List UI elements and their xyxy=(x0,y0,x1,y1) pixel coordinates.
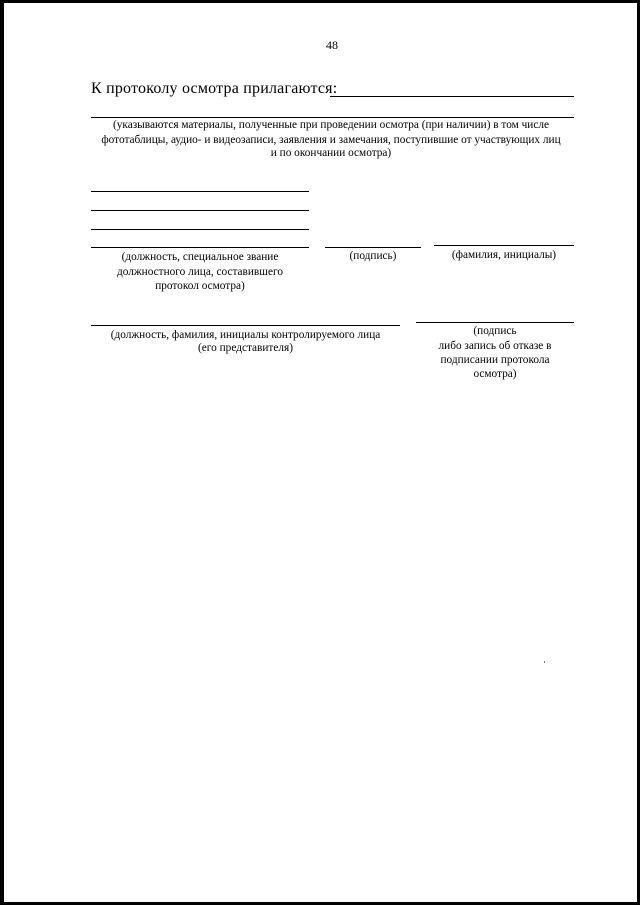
official-position-caption-2: должностного лица, составившего xyxy=(116,266,283,278)
official-fill-line-3 xyxy=(91,229,309,230)
controlled-signature-caption-2: либо запись об отказе в xyxy=(438,340,552,352)
official-name-caption: (фамилия, инициалы) xyxy=(451,249,557,261)
attachments-fill-line xyxy=(330,96,574,97)
official-position-caption-1: (должность, специальное звание xyxy=(121,251,279,263)
scan-edge-top xyxy=(0,0,640,3)
official-position-caption-3: протокол осмотра) xyxy=(155,280,245,292)
controlled-person-caption-2: (его представителя) xyxy=(198,342,293,354)
controlled-signature-line xyxy=(416,322,574,323)
page-number: 48 xyxy=(326,38,338,52)
official-position-line xyxy=(91,247,309,248)
attachments-note-line-3: и по окончании осмотра) xyxy=(270,147,392,159)
controlled-signature-caption-4: осмотра) xyxy=(473,368,517,380)
scan-edge-left xyxy=(0,0,4,905)
official-signature-caption: (подпись) xyxy=(349,250,397,262)
controlled-signature-caption-1: (подпись xyxy=(473,325,517,337)
official-fill-line-2 xyxy=(91,210,309,211)
controlled-signature-caption-3: подписании протокола xyxy=(440,354,550,366)
attachments-note-line-2: фототаблицы, аудио- и видеозаписи, заявления и замечания, поступившие от участвующих лиц xyxy=(101,134,561,146)
scan-speck xyxy=(544,661,545,663)
attachments-note-line-1: (указываются материалы, полученные при проведении осмотра (при наличии) в том числе xyxy=(112,119,550,131)
official-name-line xyxy=(434,245,574,246)
official-signature-line xyxy=(325,247,421,248)
controlled-person-line xyxy=(91,325,400,326)
official-fill-line-1 xyxy=(91,191,309,192)
controlled-person-caption-1: (должность, фамилия, инициалы контролируемого лица xyxy=(110,329,381,341)
attachments-heading: К протоколу осмотра прилагаются: xyxy=(91,80,338,97)
